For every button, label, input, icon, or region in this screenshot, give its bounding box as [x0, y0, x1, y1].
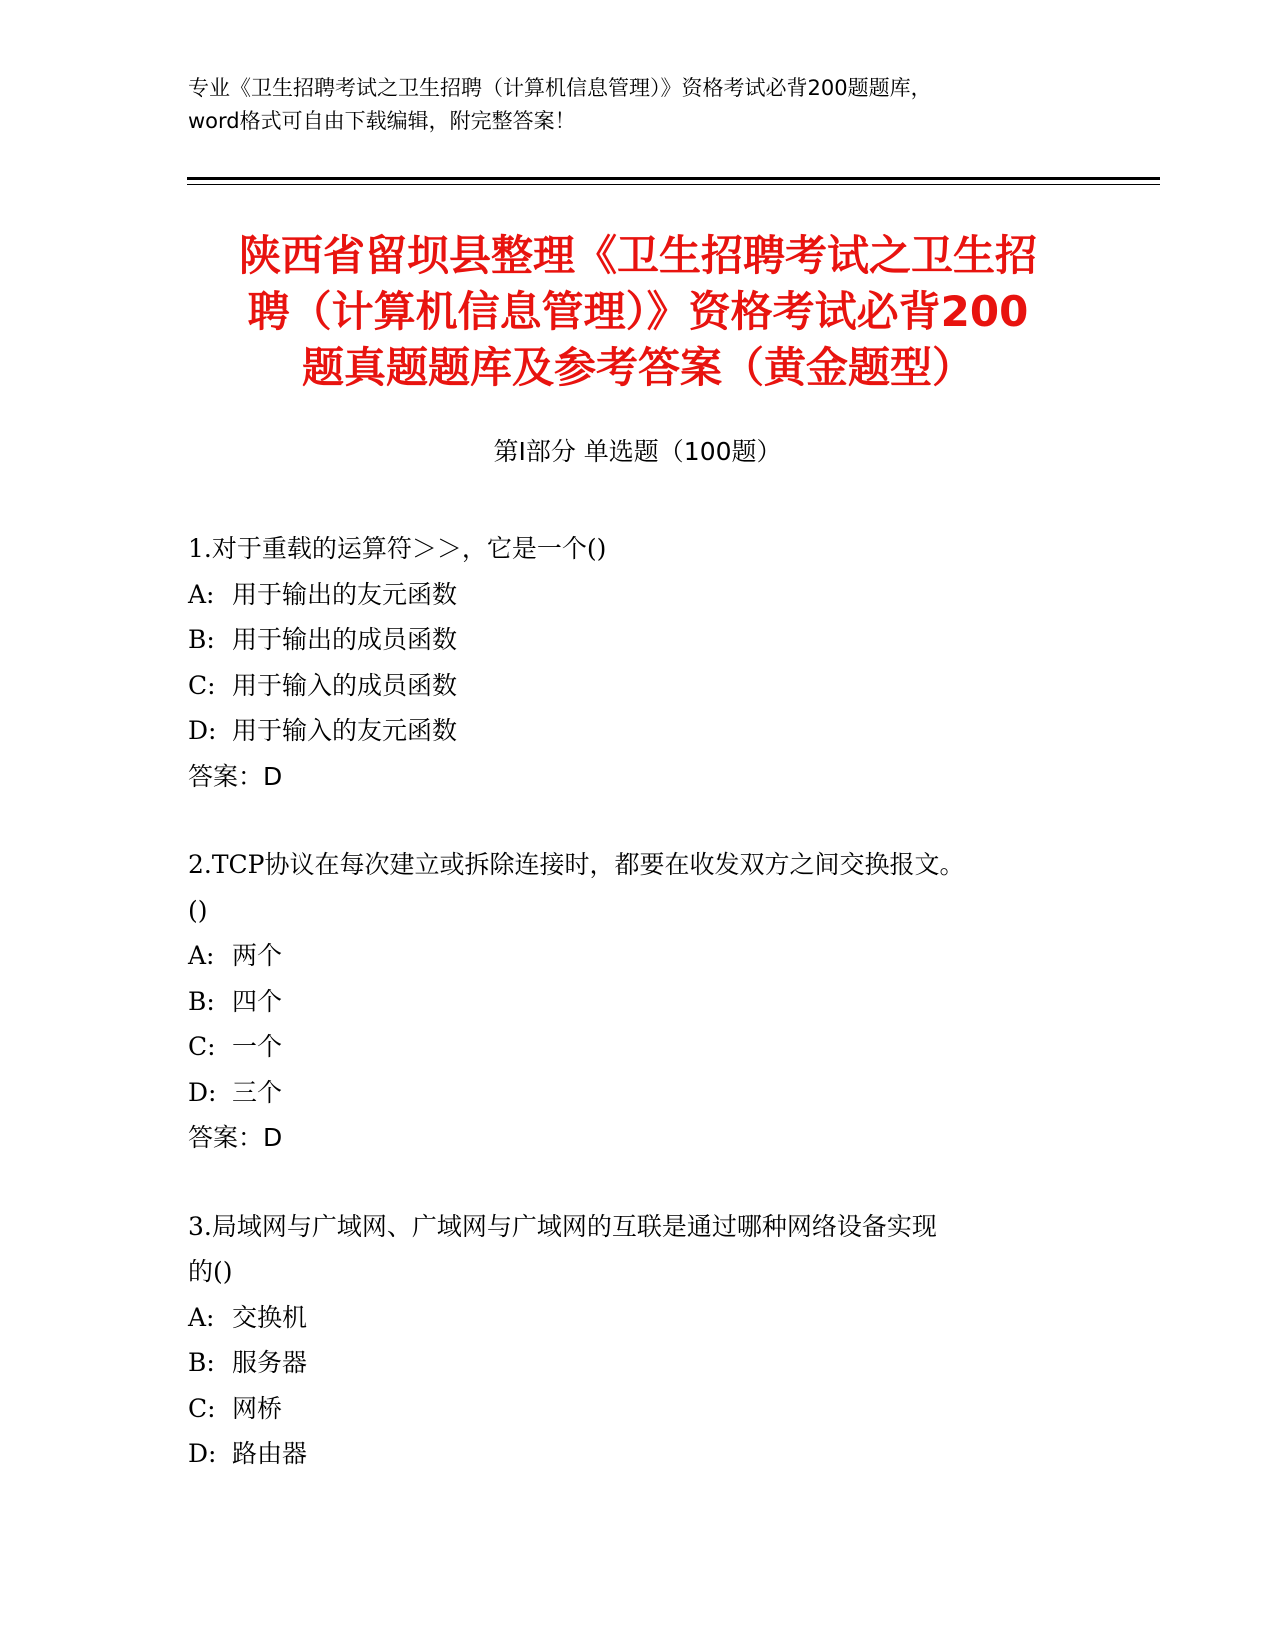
option-letter: D: — [188, 1439, 217, 1468]
option-letter: C: — [188, 670, 216, 700]
option-c — [188, 1386, 1068, 1432]
option-text: 服务器 — [232, 1348, 308, 1377]
option-text: 交换机 — [232, 1302, 308, 1332]
option-text: 两个 — [232, 941, 283, 970]
question-stem: 1.对于重载的运算符＞＞，它是一个() — [188, 534, 607, 563]
question-stem-continued: () — [188, 895, 208, 925]
header-divider-thick — [187, 177, 1160, 180]
option-letter: B: — [188, 625, 215, 654]
option-letter: B: — [188, 986, 215, 1016]
question-1 — [188, 526, 1068, 799]
option-a — [188, 1295, 1068, 1341]
question-stem: 3.局域网与广域网、广域网与广域网的互联是通过哪种网络设备实现 — [188, 1211, 937, 1241]
title-line-2: 聘（计算机信息管理）》资格考试必背200 — [247, 287, 1029, 336]
title-line-3: 题真题题库及参考答案（黄金题型） — [301, 343, 974, 392]
option-letter: B: — [188, 1348, 215, 1377]
header-divider-thin — [187, 184, 1160, 185]
question-list — [188, 526, 1068, 1520]
option-letter: A: — [188, 579, 215, 609]
question-stem: 2.TCP协议在每次建立或拆除连接时，都要在收发双方之间交换报文。 — [188, 850, 965, 879]
option-d — [188, 708, 1068, 754]
option-b — [188, 1340, 1068, 1386]
option-b — [188, 617, 1068, 663]
question-3 — [188, 1204, 1068, 1477]
header-note-line-2: word格式可自由下载编辑，附完整答案！ — [188, 109, 576, 133]
option-text: 用于输入的友元函数 — [232, 716, 458, 745]
option-letter: A: — [188, 1302, 215, 1332]
option-b — [188, 979, 1068, 1025]
option-c — [188, 663, 1068, 709]
option-text: 三个 — [232, 1077, 283, 1107]
option-text: 路由器 — [232, 1439, 308, 1468]
option-text: 网桥 — [232, 1393, 283, 1423]
option-letter: C: — [188, 1393, 216, 1423]
option-d — [188, 1070, 1068, 1116]
option-text: 用于输出的友元函数 — [232, 579, 458, 609]
option-letter: D: — [188, 1077, 217, 1107]
question-2 — [188, 842, 1068, 1161]
answer: 答案：D — [188, 761, 283, 791]
option-c — [188, 1024, 1068, 1070]
option-text: 用于输出的成员函数 — [232, 625, 458, 654]
option-letter: D: — [188, 716, 217, 745]
document-title — [188, 228, 1088, 396]
question-stem-continued: 的() — [188, 1257, 233, 1286]
option-text: 用于输入的成员函数 — [232, 670, 458, 700]
option-d — [188, 1431, 1068, 1477]
option-text: 四个 — [232, 986, 283, 1016]
section-heading: 第Ⅰ部分 单选题（100题） — [493, 437, 782, 466]
header-note-line-1: 专业《卫生招聘考试之卫生招聘（计算机信息管理）》资格考试必背200题题库， — [188, 76, 932, 100]
option-a — [188, 572, 1068, 618]
option-a — [188, 933, 1068, 979]
option-text: 一个 — [232, 1032, 283, 1061]
answer: 答案：D — [188, 1123, 283, 1152]
header-note — [188, 72, 1108, 138]
option-letter: C: — [188, 1032, 216, 1061]
option-letter: A: — [188, 941, 215, 970]
title-line-1: 陕西省留坝县整理《卫生招聘考试之卫生招 — [238, 231, 1037, 280]
